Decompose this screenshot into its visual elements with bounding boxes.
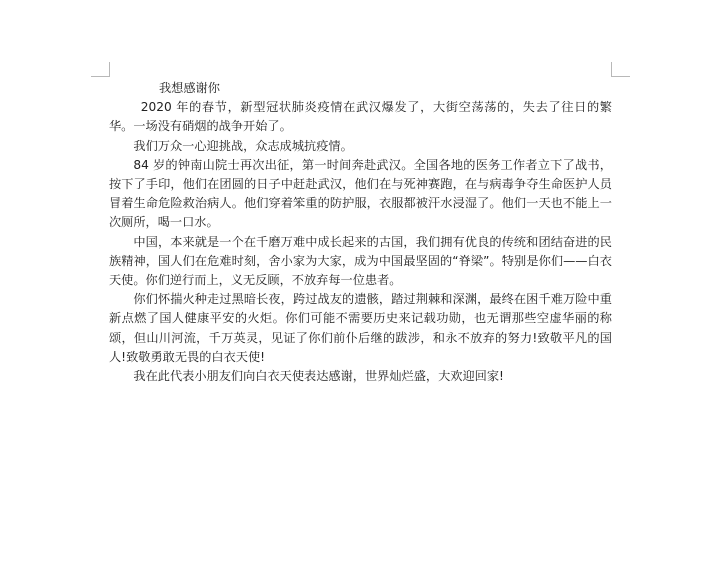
document-body[interactable]	[109, 79, 612, 386]
margin-corner-mark-top-right	[611, 62, 630, 77]
paragraph-2: 我们万众一心迎挑战，众志成城抗疫情。	[133, 138, 353, 153]
document-title: 我想感谢你	[159, 81, 220, 95]
paragraph-3: 84 岁的钟南山院士再次出征，第一时间奔赴武汉。全国各地的医务工作者立下了战书，按下了手印，他们在团圆的日子中赶赴武汉，他们在与死神赛跑，在与病毒争夺生命医护人员冒着生命危险救治病人。他们穿着笨重的防护服，衣服都被汗水浸湿了。他们一天也不能上一次厕所，喝一口水。	[109, 157, 612, 230]
paragraph-1: 2020 年的春节，新型冠状肺炎疫情在武汉爆发了，大街空荡荡的，失去了往日的繁华。一场没有硝烟的战争开始了。	[109, 100, 612, 134]
paragraph-5: 你们怀揣火种走过黑暗长夜，跨过战友的遗骸，踏过荆棘和深渊，最终在困千难万险中重新点燃了国人健康平安的火炬。你们可能不需要历史来记载功勋，也无谓那些空虚华丽的称颂，但山川河流，千万英灵，见证了你们前仆后继的跋涉，和永不放弃的努力!致敬平凡的国人!致敬勇敢无畏的白衣天使!	[109, 292, 612, 364]
paragraph-4: 中国，本来就是一个在千磨万难中成长起来的古国，我们拥有优良的传统和团结奋进的民族精神，国人们在危难时刻，舍小家为大家，成为中国最坚固的“脊梁”。特别是你们——白衣天使。你们逆行而上，义无反顾，不放弃每一位患者。	[109, 234, 612, 288]
paragraph-6: 我在此代表小朋友们向白衣天使表达感谢，世界灿烂盛，大欢迎回家!	[133, 369, 504, 384]
margin-corner-mark-top-left	[91, 62, 110, 77]
